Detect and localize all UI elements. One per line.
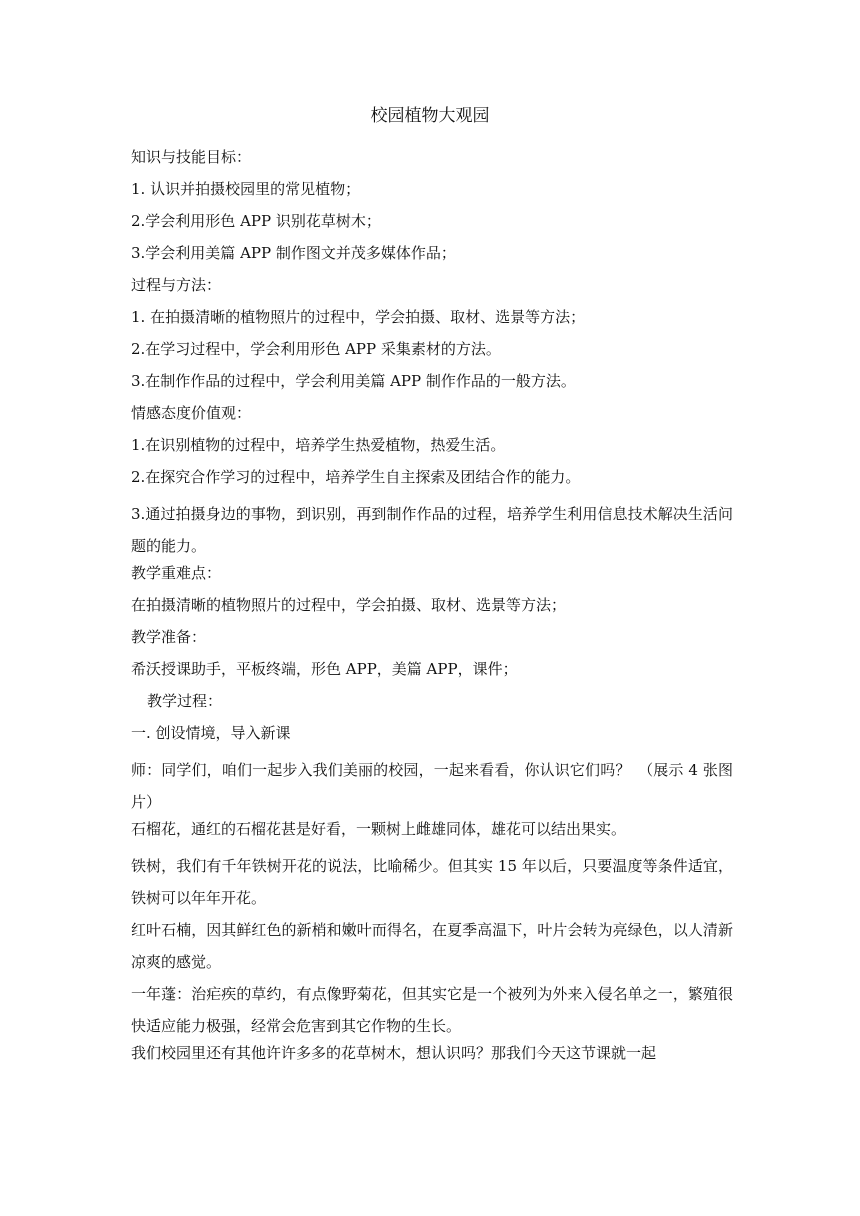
heading-knowledge-goals: 知识与技能目标：: [131, 148, 252, 166]
method-item-1: 1. 在拍摄清晰的植物照片的过程中，学会拍摄、取材、选景等方法；: [131, 308, 586, 326]
key-points-text: 在拍摄清晰的植物照片的过程中，学会拍摄、取材、选景等方法；: [131, 596, 567, 614]
goal-item-2: 2.学会利用形色 APP 识别花草树木；: [131, 212, 381, 230]
photinia-paragraph: 红叶石楠，因其鲜红色的新梢和嫩叶而得名，在夏季高温下，叶片会转为亮绿色，以人清新凉爽的感觉。: [131, 921, 733, 971]
preparation-text: 希沃授课助手，平板终端，形色 APP，美篇 APP，课件；: [131, 660, 518, 678]
pomegranate-paragraph: 石榴花，通红的石榴花甚是好看，一颗树上雌雄同体，雄花可以结出果实。: [131, 820, 627, 838]
document-title: 校园植物大观园: [370, 106, 490, 126]
heading-process-methods: 过程与方法：: [131, 276, 222, 294]
values-item-3: 3.通过拍摄身边的事物，到识别，再到制作作品的过程，培养学生利用信息技术解决生活问题的能力。: [131, 505, 733, 555]
goal-item-3: 3.学会利用美篇 APP 制作图文并茂多媒体作品；: [131, 244, 456, 262]
values-item-2: 2.在探究合作学习的过程中，培养学生自主探索及团结合作的能力。: [131, 468, 581, 486]
document-body: [131, 146, 733, 1074]
method-item-3: 3.在制作作品的过程中，学会利用美篇 APP 制作作品的一般方法。: [131, 372, 576, 390]
heading-teaching-process: 教学过程：: [147, 692, 223, 710]
fleabane-paragraph: 一年蓬：治疟疾的草约，有点像野菊花，但其实它是一个被列为外来入侵名单之一，繁殖很快适应能力极强，经常会危害到其它作物的生长。: [131, 985, 733, 1035]
teacher-intro-paragraph: 师：同学们，咱们一起步入我们美丽的校园，一起来看看，你认识它们吗？ （展示 4 张图片）: [131, 761, 733, 811]
heading-preparation: 教学准备：: [131, 628, 207, 646]
method-item-2: 2.在学习过程中，学会利用形色 APP 采集素材的方法。: [131, 340, 501, 358]
goal-item-1: 1. 认识并拍摄校园里的常见植物；: [131, 180, 361, 198]
heading-key-points: 教学重难点：: [131, 564, 222, 582]
values-item-1: 1.在识别植物的过程中，培养学生热爱植物，热爱生活。: [131, 436, 506, 454]
section-1-heading: 一. 创设情境，导入新课: [131, 724, 291, 742]
closing-paragraph: 我们校园里还有其他许许多多的花草树木，想认识吗？那我们今天这节课就一起: [131, 1044, 657, 1062]
cycad-paragraph: 铁树，我们有千年铁树开花的说法，比喻稀少。但其实 15 年以后，只要温度等条件适宜，铁树可以年年开花。: [131, 857, 733, 907]
heading-values: 情感态度价值观：: [131, 404, 252, 422]
